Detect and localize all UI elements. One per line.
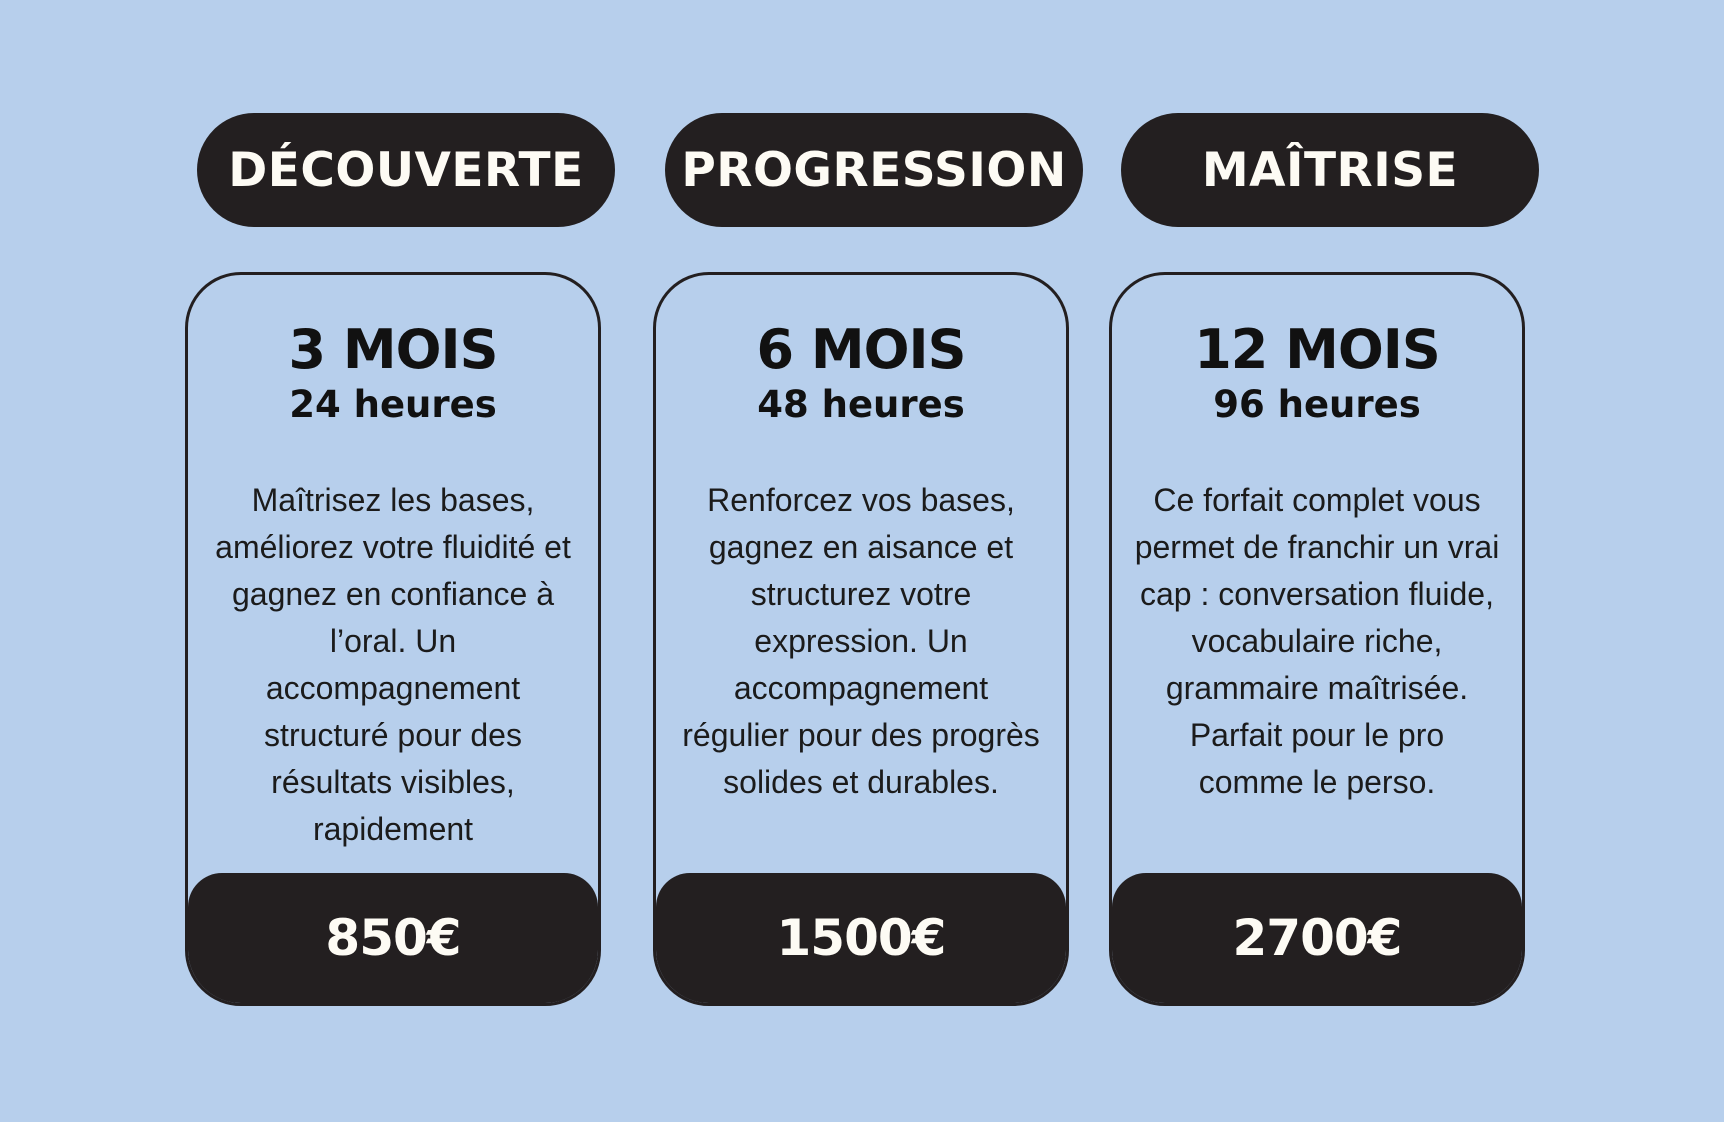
- plan-description: Ce forfait complet vous permet de franchir un vrai cap : conversation fluide, vocabulaire riche, grammaire maîtrisée. Parfait pour le pro comme le perso.: [1134, 482, 1500, 800]
- plan-price: 2700€: [1232, 909, 1402, 967]
- plan-price: 1500€: [776, 909, 946, 967]
- plan-duration: 12 MOIS: [1194, 318, 1440, 381]
- plan-hours: 96 heures: [1213, 383, 1421, 426]
- plan-card: [1109, 272, 1525, 1006]
- plan-description: Renforcez vos bases, gagnez en aisance et structurez votre expression. Un accompagnement régulier pour des progrès solides et durables.: [682, 482, 1040, 800]
- plan-name: PROGRESSION: [681, 142, 1067, 198]
- plan-price: 850€: [325, 909, 461, 967]
- plan-name-badge: [197, 113, 615, 227]
- price-band: [188, 873, 598, 1003]
- plan-hours: 48 heures: [757, 383, 965, 426]
- plan-duration: 6 MOIS: [756, 318, 966, 381]
- plan-name: DÉCOUVERTE: [228, 142, 584, 198]
- plan-card: [653, 272, 1069, 1006]
- plan-hours: 24 heures: [289, 383, 497, 426]
- plan-card: [185, 272, 601, 1006]
- plan-duration: 3 MOIS: [288, 318, 498, 381]
- plan-name-badge: [1121, 113, 1539, 227]
- plan-name-badge: [665, 113, 1083, 227]
- price-band: [656, 873, 1066, 1003]
- price-band: [1112, 873, 1522, 1003]
- plan-description: Maîtrisez les bases, améliorez votre fluidité et gagnez en confiance à l’oral. Un accompagnement structuré pour des résultats visibles, rapidement: [215, 482, 571, 847]
- plan-name: MAÎTRISE: [1201, 142, 1459, 198]
